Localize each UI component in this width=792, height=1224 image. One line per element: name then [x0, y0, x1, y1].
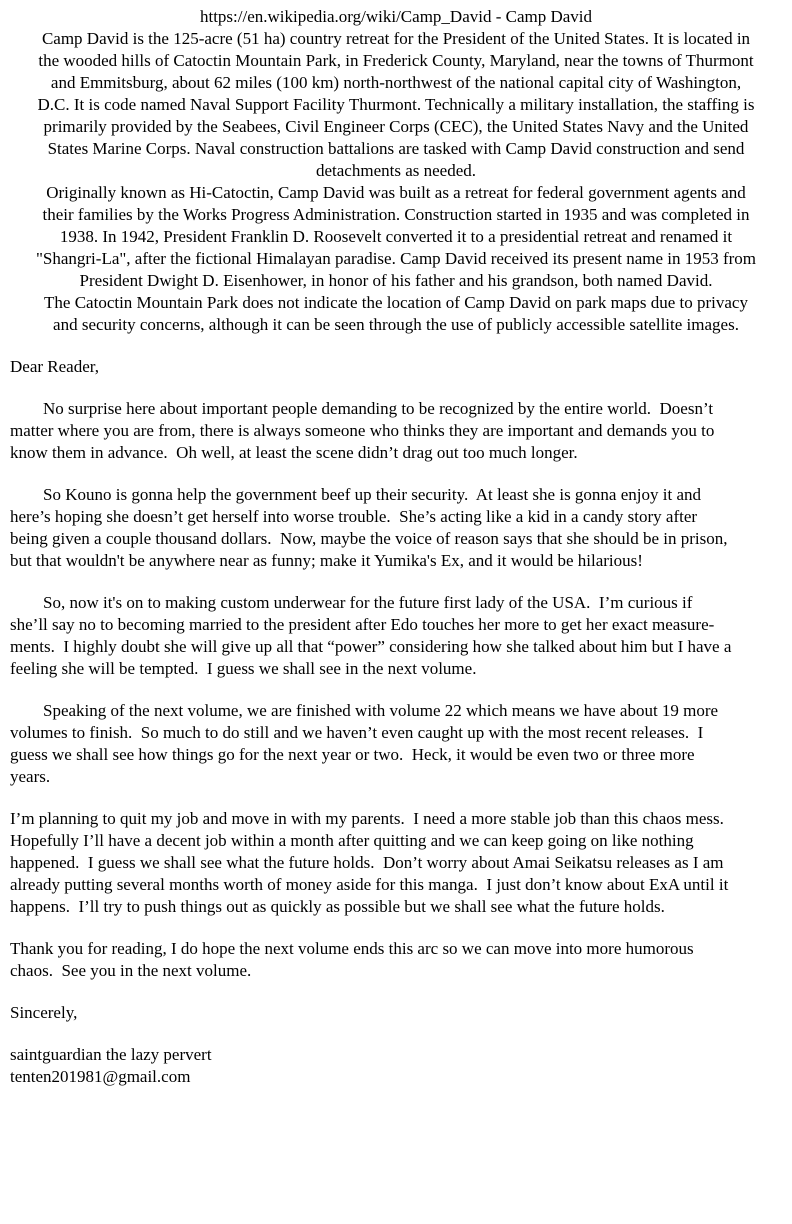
signature-line: tenten201981@gmail.com: [10, 1067, 191, 1086]
paragraph-4-line: Speaking of the next volume, we are finished with volume 22 which means we have about 19 more: [43, 701, 719, 720]
signature: [10, 1044, 788, 1088]
wiki-line: primarily provided by the Seabees, Civil Engineer Corps (CEC), the United States Navy and the United: [43, 117, 749, 136]
paragraph-3-line: So, now it's on to making custom underwear for the future first lady of the USA. I’m curious if: [43, 593, 693, 612]
paragraph-6-line: Thank you for reading, I do hope the next volume ends this arc so we can move into more humorous: [10, 939, 694, 958]
paragraph-3-line: she’ll say no to becoming married to the president after Edo touches her more to get her exact measure-: [10, 615, 715, 634]
paragraph-1-line: No surprise here about important people demanding to be recognized by the entire world. Doesn’t: [43, 399, 714, 418]
paragraph-6-line: chaos. See you in the next volume.: [10, 961, 252, 980]
paragraph-5-line: already putting several months worth of money aside for this manga. I just don’t know about ExA until it: [10, 875, 729, 894]
closing: [10, 1002, 788, 1024]
paragraph-5: [10, 808, 788, 918]
wiki-line: Originally known as Hi-Catoctin, Camp David was built as a retreat for federal government agents and: [46, 183, 746, 202]
wiki-line: "Shangri-La", after the fictional Himalayan paradise. Camp David received its present name in 1953 from: [35, 249, 757, 268]
wiki-line: and Emmitsburg, about 62 miles (100 km) north-northwest of the national capital city of Washington,: [50, 73, 742, 92]
wiki-line: their families by the Works Progress Administration. Construction started in 1935 and was completed in: [42, 205, 750, 224]
paragraph-3-line: feeling she will be tempted. I guess we shall see in the next volume.: [10, 659, 477, 678]
paragraph-1: [10, 398, 788, 464]
paragraph-6: [10, 938, 788, 982]
wiki-line: detachments as needed.: [315, 161, 476, 180]
wiki-line: https://en.wikipedia.org/wiki/Camp_David - Camp David: [199, 7, 593, 26]
paragraph-4-line: years.: [10, 767, 51, 786]
paragraph-5-line: I’m planning to quit my job and move in with my parents. I need a more stable job than this chaos mess.: [10, 809, 724, 828]
wiki-line: 1938. In 1942, President Franklin D. Roosevelt converted it to a presidential retreat and renamed it: [59, 227, 733, 246]
wiki-excerpt: [0, 6, 792, 336]
wiki-line: States Marine Corps. Naval construction battalions are tasked with Camp David construction and send: [47, 139, 745, 158]
closing-line: Sincerely,: [10, 1003, 78, 1022]
wiki-line: D.C. It is code named Naval Support Facility Thurmont. Technically a military installation, the staffing is: [37, 95, 755, 114]
paragraph-2-line: but that wouldn't be anywhere near as funny; make it Yumika's Ex, and it would be hilarious!: [10, 551, 643, 570]
paragraph-3: [10, 592, 788, 680]
salutation-line: Dear Reader,: [10, 357, 99, 376]
paragraph-5-line: happened. I guess we shall see what the future holds. Don’t worry about Amai Seikatsu releases as I am: [10, 853, 724, 872]
wiki-line: Camp David is the 125-acre (51 ha) country retreat for the President of the United States. It is located in: [41, 29, 751, 48]
paragraph-2-line: So Kouno is gonna help the government beef up their security. At least she is gonna enjoy it and: [43, 485, 701, 504]
paragraph-1-line: matter where you are from, there is always someone who thinks they are important and demands you to: [10, 421, 715, 440]
paragraph-2-line: here’s hoping she doesn’t get herself into worse trouble. She’s acting like a kid in a candy story after: [10, 507, 698, 526]
paragraph-4: [10, 700, 788, 788]
paragraph-5-line: happens. I’ll try to push things out as quickly as possible but we shall see what the future holds.: [10, 897, 665, 916]
paragraph-4-line: volumes to finish. So much to do still and we haven’t even caught up with the most recent releases. I: [10, 723, 704, 742]
paragraph-2-line: being given a couple thousand dollars. Now, maybe the voice of reason says that she should be in prison,: [10, 529, 728, 548]
wiki-line: the wooded hills of Catoctin Mountain Park, in Frederick County, Maryland, near the towns of Thurmont: [38, 51, 754, 70]
salutation: [10, 356, 788, 378]
wiki-line: and security concerns, although it can be seen through the use of publicly accessible satellite images.: [53, 315, 739, 334]
paragraph-4-line: guess we shall see how things go for the next year or two. Heck, it would be even two or three more: [10, 745, 695, 764]
wiki-line: President Dwight D. Eisenhower, in honor of his father and his grandson, both named David.: [79, 271, 713, 290]
paragraph-5-line: Hopefully I’ll have a decent job within a month after quitting and we can keep going on like nothing: [10, 831, 694, 850]
letter-body: [0, 356, 792, 1088]
paragraph-2: [10, 484, 788, 572]
wiki-line: The Catoctin Mountain Park does not indicate the location of Camp David on park maps due to privacy: [44, 293, 748, 312]
signature-line: saintguardian the lazy pervert: [10, 1045, 212, 1064]
paragraph-1-line: know them in advance. Oh well, at least the scene didn’t drag out too much longer.: [10, 443, 578, 462]
paragraph-3-line: ments. I highly doubt she will give up all that “power” considering how she talked about him but I have a: [10, 637, 732, 656]
